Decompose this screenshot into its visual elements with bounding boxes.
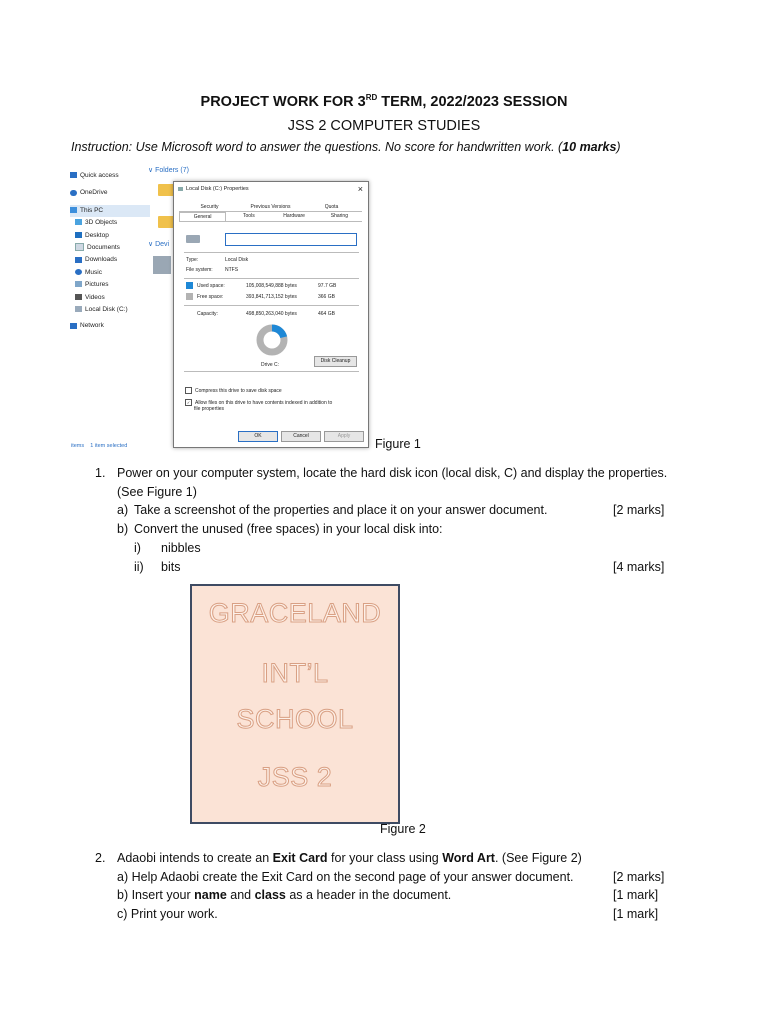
nav-item-this-pc — [70, 205, 150, 217]
figure2-caption: Figure 2 — [380, 822, 426, 836]
instruction — [71, 140, 621, 154]
wordart-line: INT’L — [261, 658, 329, 688]
document-icon — [75, 243, 84, 251]
q1b-ii-text: bits — [161, 560, 181, 574]
instruction-marks: 10 marks — [562, 140, 617, 154]
disk-usage-donut — [255, 323, 289, 357]
q2b-text — [117, 888, 451, 902]
page-title — [0, 93, 768, 110]
index-label-line2: file properties — [194, 406, 225, 412]
divider — [184, 278, 359, 279]
free-label: Free space: — [197, 294, 224, 300]
disk-cleanup-button[interactable]: Disk Cleanup — [314, 356, 357, 367]
q2b-and: and — [226, 888, 255, 902]
free-bytes: 393,841,713,152 bytes — [246, 294, 297, 300]
cube-icon — [75, 219, 82, 225]
q2a-marks: [2 marks] — [613, 870, 665, 884]
q2-text-pre: Adaobi intends to create an — [117, 851, 273, 865]
wordart-line: GRACELAND — [208, 598, 382, 628]
q1b-ii-label: ii) — [134, 560, 144, 574]
status-items: items — [71, 443, 85, 449]
nav-item-music — [70, 267, 150, 279]
q1a-marks: [2 marks] — [613, 503, 665, 517]
q2-text — [117, 851, 582, 865]
type-value: Local Disk — [225, 257, 249, 263]
nav-label: Downloads — [85, 256, 118, 264]
folder-icon — [158, 184, 174, 196]
tab-row-1 — [179, 203, 362, 212]
nav-item-downloads — [70, 254, 150, 266]
video-icon — [75, 294, 82, 300]
free-gb: 366 GB — [318, 294, 335, 300]
folders-header: ∨ Folders (7) — [148, 167, 189, 174]
cloud-icon — [70, 190, 77, 196]
drive-name-input[interactable] — [225, 233, 357, 246]
tab-previous-versions[interactable]: Previous Versions — [250, 204, 291, 210]
q2c-text: c) Print your work. — [117, 907, 218, 921]
drive-icon — [178, 187, 183, 191]
computer-icon — [70, 207, 77, 213]
index-label: Allow files on this drive to have contents indexed in addition to — [195, 399, 333, 406]
type-label: Type: — [186, 257, 199, 263]
nav-item-videos — [70, 292, 150, 304]
nav-label: Music — [85, 268, 102, 276]
drive-label: Drive C: — [261, 362, 280, 368]
page-subtitle: JSS 2 COMPUTER STUDIES — [287, 118, 481, 134]
nav-item-local-disk — [70, 304, 150, 316]
folders-label: Folders (7) — [155, 167, 189, 174]
nav-label: Local Disk (C:) — [85, 305, 128, 313]
dialog-title: Local Disk (C:) Properties — [186, 186, 249, 192]
q2b-class: class — [254, 888, 286, 902]
divider — [184, 305, 359, 306]
nav-item-3d-objects — [70, 217, 150, 229]
instruction-end: ) — [616, 140, 621, 154]
nav-label: Pictures — [85, 281, 109, 289]
used-gb: 97.7 GB — [318, 283, 337, 289]
q1a-text: Take a screenshot of the properties and place it on your answer document. — [134, 503, 548, 517]
q1b-i-text: nibbles — [161, 541, 201, 555]
q1b-text: Convert the unused (free spaces) in your local disk into: — [134, 522, 443, 536]
tab-security[interactable]: Security — [200, 204, 219, 210]
nav-item-network — [70, 320, 150, 332]
tab-hardware[interactable]: Hardware — [283, 213, 305, 219]
tab-tools[interactable]: Tools — [243, 213, 255, 219]
instruction-text: Instruction: Use Microsoft word to answer the questions. No score for handwritten work. ( — [71, 140, 563, 154]
star-icon — [70, 172, 77, 178]
nav-label: Documents — [87, 243, 120, 251]
music-icon — [75, 269, 82, 275]
title-superscript: RD — [365, 93, 378, 102]
q1a-label: a) — [117, 503, 129, 517]
ok-button[interactable]: OK — [238, 431, 278, 442]
drive-icon — [153, 256, 171, 274]
apply-button[interactable]: Apply — [324, 431, 364, 442]
q2b-marks: [1 mark] — [613, 888, 659, 902]
q1b-label: b) — [117, 522, 129, 536]
nav-label: OneDrive — [80, 189, 108, 197]
cancel-button[interactable]: Cancel — [281, 431, 321, 442]
dialog-titlebar — [174, 182, 368, 197]
used-swatch — [186, 282, 193, 289]
compress-label: Compress this drive to save disk space — [195, 387, 282, 394]
exit-card-wordart — [190, 584, 400, 824]
title-text: PROJECT WORK FOR 3 — [200, 93, 366, 110]
divider — [184, 371, 359, 372]
properties-dialog — [173, 181, 369, 448]
nav-item-desktop — [70, 230, 150, 242]
nav-label: Network — [80, 322, 104, 330]
free-color-swatch — [186, 293, 196, 300]
q2-exit-card: Exit Card — [272, 851, 328, 865]
nav-item-onedrive — [70, 187, 150, 199]
q2b-pre: b) Insert your — [117, 888, 195, 902]
q2b-post: as a header in the document. — [285, 888, 452, 902]
used-color-swatch — [186, 282, 196, 289]
q2b-name: name — [194, 888, 227, 902]
tab-row-2 — [179, 212, 362, 222]
q2-word-art: Word Art — [442, 851, 495, 865]
status-bar — [71, 443, 127, 449]
capacity-label: Capacity: — [197, 311, 218, 317]
desktop-icon — [75, 232, 82, 238]
figure1-caption: Figure 1 — [375, 437, 421, 451]
devices-label: Devi — [155, 241, 170, 248]
index-checkbox[interactable] — [185, 399, 332, 406]
used-bytes: 105,008,549,888 bytes — [246, 283, 297, 289]
capacity-gb: 464 GB — [318, 311, 335, 317]
tab-general[interactable]: General — [179, 212, 226, 221]
q2-text-mid: for your class using — [327, 851, 443, 865]
status-selected: 1 item selected — [90, 443, 128, 449]
q1-number: 1. — [95, 466, 106, 480]
tab-quota[interactable]: Quota — [324, 204, 339, 210]
q1-text-2: (See Figure 1) — [117, 485, 197, 499]
close-icon[interactable]: × — [357, 184, 363, 194]
q2-number: 2. — [95, 851, 106, 865]
folder-icon — [158, 216, 174, 228]
wordart-line: SCHOOL — [236, 704, 354, 734]
checkbox-checked-icon[interactable]: ✓ — [186, 400, 191, 405]
q1b-i-label: i) — [134, 541, 141, 555]
nav-label: 3D Objects — [85, 219, 118, 227]
free-swatch — [186, 293, 193, 300]
fs-label: File system: — [186, 267, 213, 273]
q1b-marks: [4 marks] — [613, 560, 665, 574]
drive-icon — [75, 306, 82, 312]
network-icon — [70, 323, 77, 329]
divider — [184, 252, 359, 253]
nav-label: Desktop — [85, 231, 109, 239]
explorer-nav-pane — [70, 170, 150, 333]
nav-item-quick-access — [70, 170, 150, 182]
q2a-text: a) Help Adaobi create the Exit Card on the second page of your answer document. — [117, 870, 574, 884]
nav-label: Quick access — [80, 172, 119, 179]
nav-item-pictures — [70, 279, 150, 291]
dialog-tabs — [179, 203, 362, 222]
q2c-marks: [1 mark] — [613, 907, 659, 921]
q2-text-post: . (See Figure 2) — [494, 851, 582, 865]
nav-item-documents — [70, 242, 150, 254]
devices-header: ∨ Devi — [148, 241, 170, 248]
picture-icon — [75, 281, 82, 287]
checkbox-unchecked-icon[interactable] — [185, 387, 192, 394]
fs-value: NTFS — [225, 267, 239, 273]
title-text-end: TERM, 2022/2023 SESSION — [377, 93, 568, 110]
download-icon — [75, 257, 82, 263]
tab-sharing[interactable]: Sharing — [330, 213, 348, 219]
used-label: Used space: — [197, 283, 225, 289]
capacity-bytes: 498,850,263,040 bytes — [246, 311, 297, 317]
compress-checkbox[interactable] — [185, 387, 282, 394]
q1-text: Power on your computer system, locate the hard disk icon (local disk, C) and display the properties. — [117, 466, 668, 480]
nav-label: Videos — [85, 293, 105, 301]
wordart-line: JSS 2 — [257, 762, 333, 792]
nav-label: This PC — [80, 206, 104, 214]
drive-icon — [186, 235, 200, 243]
